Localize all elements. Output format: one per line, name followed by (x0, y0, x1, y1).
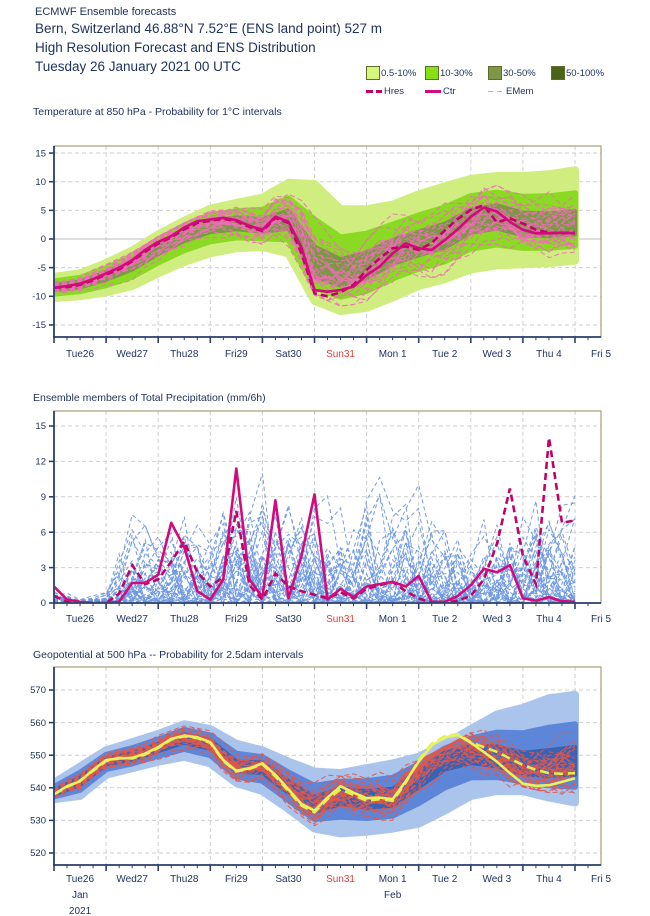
svg-text:Sun31: Sun31 (326, 874, 356, 885)
svg-text:0: 0 (40, 598, 46, 610)
svg-text:Mon 1: Mon 1 (378, 349, 407, 360)
x-axis-labels (66, 614, 611, 625)
svg-text:9: 9 (40, 492, 46, 503)
svg-text:Sat30: Sat30 (275, 614, 302, 625)
svg-text:Wed27: Wed27 (116, 349, 148, 360)
svg-text:550: 550 (30, 750, 46, 762)
svg-text:0: 0 (40, 234, 46, 246)
svg-text:Thu28: Thu28 (170, 349, 199, 360)
svg-text:Fri29: Fri29 (224, 874, 248, 885)
legend-band-3: 30-50% (488, 66, 536, 80)
svg-text:Sun31: Sun31 (326, 349, 356, 360)
page-title: ECMWF Ensemble forecasts (35, 6, 177, 18)
svg-text:Wed27: Wed27 (116, 874, 148, 885)
x-axis-labels (66, 349, 611, 360)
svg-text:-5: -5 (37, 262, 46, 274)
svg-text:Thu 4: Thu 4 (536, 349, 562, 360)
legend-emem: EMem (488, 86, 533, 97)
svg-text:Feb: Feb (384, 890, 402, 901)
basetime-line: Tuesday 26 January 2021 00 UTC (35, 59, 241, 74)
svg-text:Wed 3: Wed 3 (482, 874, 512, 885)
svg-text:Sat30: Sat30 (275, 349, 302, 360)
svg-text:Thu28: Thu28 (170, 614, 199, 625)
svg-text:10: 10 (35, 176, 46, 188)
svg-text:540: 540 (30, 783, 46, 794)
svg-text:12: 12 (35, 456, 46, 468)
svg-text:560: 560 (30, 717, 46, 729)
svg-text:Tue26: Tue26 (66, 874, 95, 885)
svg-text:Thu28: Thu28 (170, 874, 199, 885)
svg-text:530: 530 (30, 815, 46, 827)
precipitation-chart-title: Ensemble members of Total Precipitation (mm/6h) (33, 392, 266, 404)
svg-text:5: 5 (40, 205, 46, 217)
svg-text:Wed27: Wed27 (116, 614, 148, 625)
legend-band-4: 50-100% (551, 66, 604, 80)
svg-text:Wed 3: Wed 3 (482, 349, 512, 360)
svg-text:Fri29: Fri29 (224, 614, 248, 625)
emem-line-icon (488, 91, 504, 93)
geopotential-chart-title: Geopotential at 500 hPa -- Probability for 2.5dam intervals (33, 649, 304, 661)
svg-text:-10: -10 (32, 291, 46, 303)
svg-text:15: 15 (35, 421, 46, 433)
product-line: High Resolution Forecast and ENS Distribution (35, 40, 316, 55)
svg-text:Thu 4: Thu 4 (536, 614, 562, 625)
svg-text:6: 6 (40, 527, 46, 539)
svg-text:Tue26: Tue26 (66, 614, 95, 625)
svg-text:Tue 2: Tue 2 (432, 874, 458, 885)
precipitation-chart-canvas (0, 403, 650, 635)
svg-text:Fri29: Fri29 (224, 349, 248, 360)
svg-text:3: 3 (40, 562, 46, 574)
svg-text:Mon 1: Mon 1 (378, 874, 407, 885)
svg-text:Tue 2: Tue 2 (432, 614, 458, 625)
probability-swatch-icon (488, 66, 502, 80)
svg-text:Fri 5: Fri 5 (591, 874, 612, 885)
svg-text:520: 520 (30, 848, 46, 860)
svg-text:Fri 5: Fri 5 (591, 349, 612, 360)
probability-swatch-icon (551, 66, 565, 80)
ctr-line-icon (425, 90, 441, 93)
svg-text:Wed 3: Wed 3 (482, 614, 512, 625)
temperature-chart-title: Temperature at 850 hPa - Probability for 1°C intervals (33, 106, 282, 118)
svg-text:Thu 4: Thu 4 (536, 874, 562, 885)
svg-text:Sun31: Sun31 (326, 614, 356, 625)
legend (366, 64, 636, 100)
svg-text:Jan: Jan (71, 890, 89, 901)
svg-text:Sat30: Sat30 (275, 874, 302, 885)
svg-text:Tue26: Tue26 (66, 349, 95, 360)
svg-text:Tue 2: Tue 2 (432, 349, 458, 360)
svg-text:-15: -15 (32, 320, 46, 332)
legend-band-1: 0.5-10% (366, 66, 416, 80)
location-line: Bern, Switzerland 46.88°N 7.52°E (ENS land point) 527 m (35, 21, 382, 36)
svg-text:15: 15 (35, 148, 46, 160)
legend-ctr: Ctr (425, 86, 456, 97)
legend-band-2: 10-30% (425, 66, 473, 80)
svg-text:Fri 5: Fri 5 (591, 614, 612, 625)
svg-text:570: 570 (30, 685, 46, 697)
svg-text:2021: 2021 (68, 906, 92, 916)
hres-line-icon (366, 90, 382, 93)
temperature-chart-canvas (0, 128, 650, 366)
x-axis-labels (66, 874, 611, 916)
svg-text:Mon 1: Mon 1 (378, 614, 407, 625)
geopotential-chart-canvas (0, 660, 650, 916)
probability-swatch-icon (366, 66, 380, 80)
legend-hres: Hres (366, 86, 404, 97)
probability-swatch-icon (425, 66, 439, 80)
